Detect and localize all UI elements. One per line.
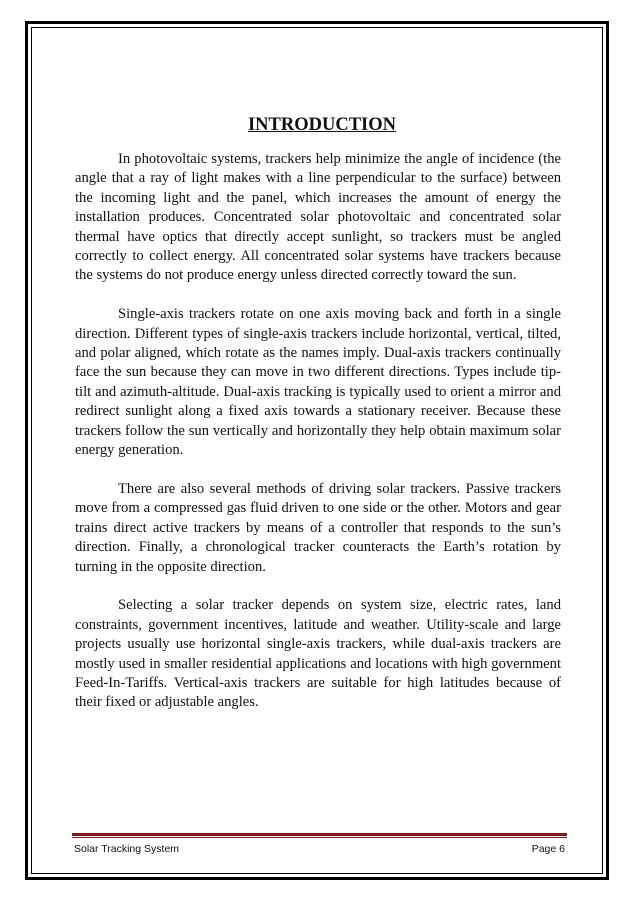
paragraph-3: There are also several methods of driving solar trackers. Passive trackers move from a compressed gas fluid driven to one side or the other. Motors and gear trains direct active trackers by means of a controller that responds to the sun’s direction. Finally, a chronological tracker counteracts the Earth’s rotation by turning in the opposite direction.: [75, 480, 561, 575]
paragraph-2: Single-axis trackers rotate on one axis moving back and forth in a single direction. Different types of single-axis trackers include horizontal, vertical, tilted, and polar aligned, which rotate as the names imply. Dual-axis trackers continually face the sun because they can move in two different directions. Types include tip-tilt and azimuth-altitude. Dual-axis tracking is typically used to orient a mirror and redirect sunlight along a fixed axis towards a stationary receiver. Because these trackers follow the sun vertically and horizontally they help obtain maximum solar energy generation.: [75, 306, 561, 459]
footer-rule-thick: [72, 833, 567, 836]
footer-document-title: Solar Tracking System: [74, 843, 180, 855]
page-content: [75, 113, 561, 732]
paragraph-1: In photovoltaic systems, trackers help minimize the angle of incidence (the angle that a ray of light makes with a line perpendicular to the surface) between the incoming light and the panel, which increases the amount of energy the installation produces. Concentrated solar photovoltaic and concentrated solar thermal have optics that directly accept sunlight, so trackers must be angled correctly to collect energy. All concentrated solar systems have trackers because the systems do not produce energy unless directed correctly toward the sun.: [75, 151, 561, 284]
footer-page-number: Page 6: [531, 843, 565, 855]
paragraph-4: Selecting a solar tracker depends on system size, electric rates, land constraints, government incentives, latitude and weather. Utility-scale and large projects usually use horizontal single-axis trackers, while dual-axis trackers are mostly used in smaller residential applications and locations with high government Feed-In-Tariffs. Vertical-axis trackers are suitable for high latitudes because of their fixed or adjustable angles.: [75, 597, 561, 711]
footer-rule-thin: [72, 837, 567, 838]
page-footer: [74, 843, 565, 855]
page-title: INTRODUCTION: [247, 115, 397, 135]
